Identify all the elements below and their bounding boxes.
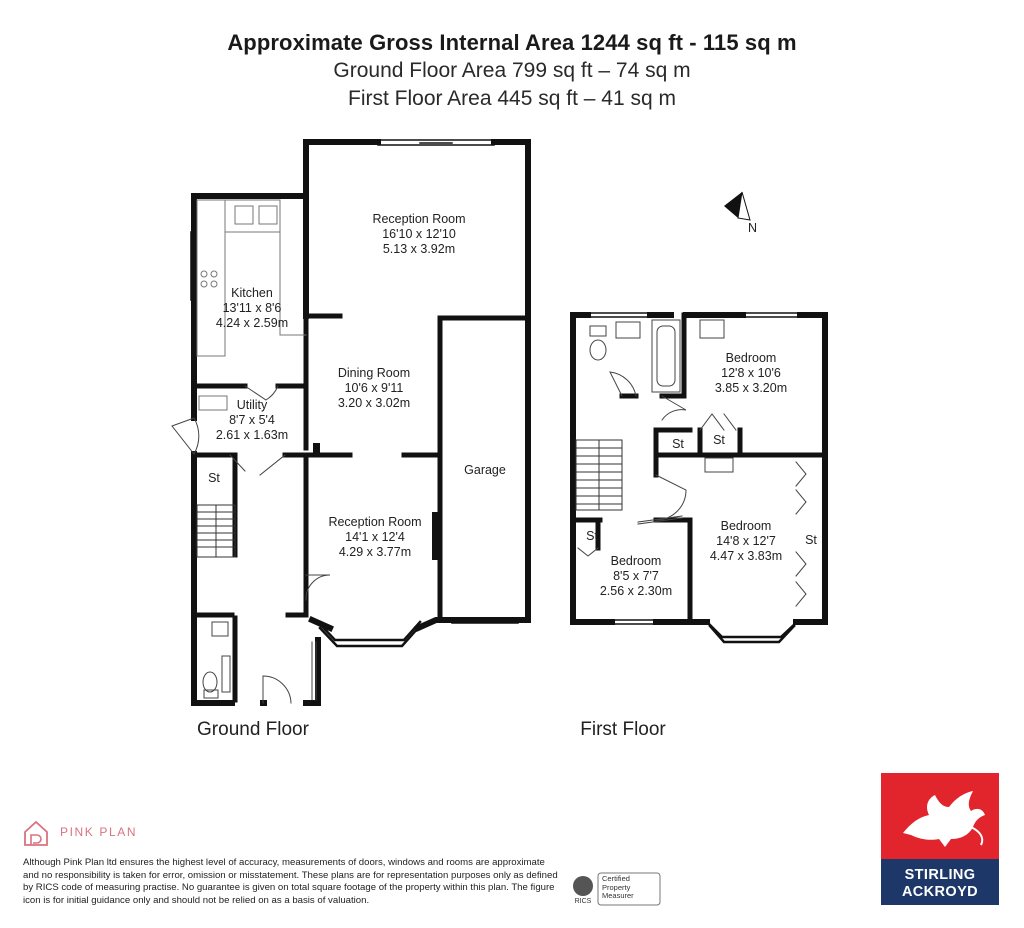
- north-label: N: [748, 221, 758, 235]
- room-size-imperial: 8'5 x 7'7: [613, 569, 659, 583]
- room-name: Bedroom: [610, 554, 662, 568]
- room-size-metric: 2.61 x 1.63m: [215, 428, 289, 442]
- room-size-imperial: 8'7 x 5'4: [229, 413, 275, 427]
- room-name: Bedroom: [725, 351, 777, 365]
- store-label: St: [208, 471, 220, 485]
- room-name: Garage: [464, 463, 506, 477]
- room-size-metric: 3.85 x 3.20m: [714, 381, 788, 395]
- room-size-imperial: 10'6 x 9'11: [344, 381, 404, 395]
- disclaimer-text: Although Pink Plan ltd ensures the highest level of accuracy, measurements of doors, windows and rooms are approximate and no responsibility is taken for error, omission or misstatement. These plans are for representation purposes only as defined by RICS code of measuring practise. No guarantee is given on total square footage of the property within this plan. The figure icon is for initial guidance only and should not be relied on as a basis of valuation.: [23, 857, 558, 906]
- room-name: Kitchen: [231, 286, 273, 300]
- room-name: Dining Room: [337, 366, 411, 380]
- store-label: St: [713, 433, 725, 447]
- agent-name: STIRLING ACKROYD: [901, 867, 979, 900]
- north-arrow-icon: [724, 192, 757, 235]
- room-size-imperial: 14'8 x 12'7: [716, 534, 776, 548]
- room-size-metric: 2.56 x 2.30m: [599, 584, 673, 598]
- room-size-metric: 5.13 x 3.92m: [382, 242, 456, 256]
- rics-label: RICS: [574, 898, 592, 905]
- stirling-ackroyd-logo: [881, 773, 999, 905]
- store-label: St: [672, 437, 684, 451]
- griffin-icon: [881, 773, 999, 859]
- room-size-metric: 4.29 x 3.77m: [338, 545, 412, 559]
- room-size-metric: 4.24 x 2.59m: [215, 316, 289, 330]
- room-size-imperial: 14'1 x 12'4: [345, 530, 405, 544]
- room-size-imperial: 13'11 x 8'6: [222, 301, 282, 315]
- ground-floor-title: Ground Floor: [197, 719, 309, 740]
- griffin-panel: [881, 773, 999, 859]
- ground-floor-area: Ground Floor Area 799 sq ft – 74 sq m: [333, 59, 691, 82]
- room-size-metric: 4.47 x 3.83m: [709, 549, 783, 563]
- room-name: Reception Room: [328, 515, 422, 529]
- ground-floor-plan: [172, 140, 528, 703]
- first-floor-labels: [580, 351, 817, 740]
- area-title: Approximate Gross Internal Area 1244 sq ft - 115 sq m: [227, 30, 797, 55]
- room-name: Utility: [236, 398, 268, 412]
- room-size-imperial: 16'10 x 12'10: [382, 227, 456, 241]
- rics-certified-text: Certified Property Measurer: [602, 874, 634, 901]
- pink-plan-brand: PINK PLAN: [60, 825, 138, 839]
- store-label: St: [805, 533, 817, 547]
- ground-floor-labels: [197, 212, 506, 740]
- room-name: Bedroom: [720, 519, 772, 533]
- first-floor-area: First Floor Area 445 sq ft – 41 sq m: [348, 87, 676, 110]
- store-label: St: [586, 529, 598, 543]
- room-size-metric: 3.20 x 3.02m: [337, 396, 411, 410]
- room-name: Reception Room: [372, 212, 466, 226]
- first-floor-title: First Floor: [580, 719, 666, 740]
- room-size-imperial: 12'8 x 10'6: [721, 366, 781, 380]
